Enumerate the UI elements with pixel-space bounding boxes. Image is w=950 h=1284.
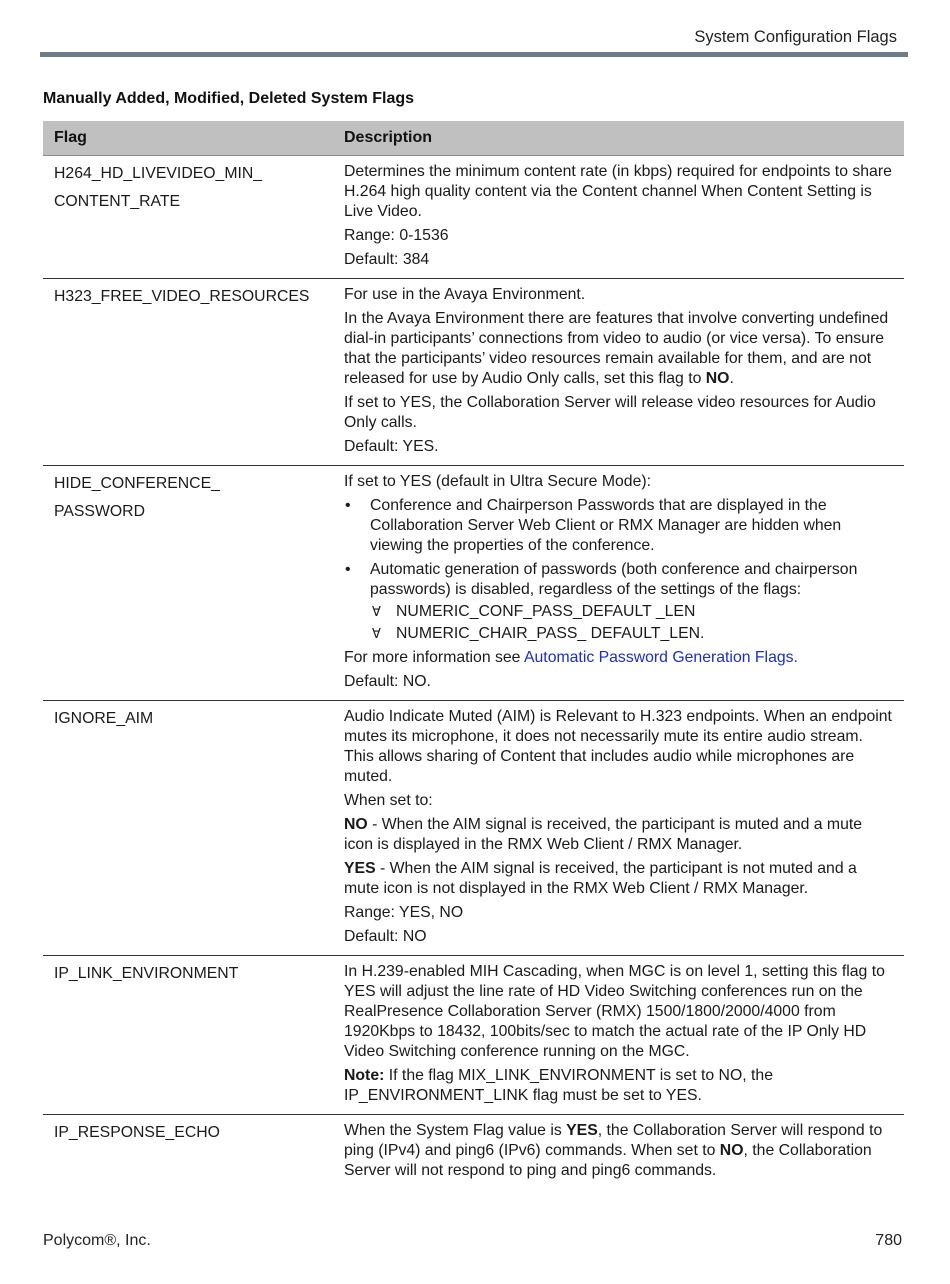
range-text: Range: YES, NO [344, 904, 464, 921]
flag-name-line: HIDE_CONFERENCE_ [54, 475, 220, 492]
sub-bullet-marker-icon: Ɐ [372, 626, 381, 641]
table-row [43, 279, 904, 466]
flag-cell [43, 701, 333, 956]
flags-table-container [43, 121, 904, 1189]
text-run: , the Collaboration Server will not respond to ping and ping6 commands. [344, 1142, 872, 1179]
flag-name-line: H323_FREE_VIDEO_RESOURCES [54, 288, 310, 305]
text-run: - When the AIM signal is received, the participant is not muted and a mute icon is not displayed in the RMX Web Client / RMX Manager. [344, 860, 857, 897]
running-header: System Configuration Flags [694, 28, 897, 46]
sub-bullet-text: NUMERIC_CHAIR_PASS_ DEFAULT_LEN. [396, 625, 705, 642]
sub-bullet-item [370, 624, 893, 644]
description-paragraph: In H.239-enabled MIH Cascading, when MGC is on level 1, setting this flag to YES will adjust the line rate of HD Video Switching conferences run on the RealPresence Collaboration Server (RMX) 1500/1800/2000/4000 from 1920Kbps to 18432, 100bits/sec to match the actual rate of the IP Only HD Video Switching conference running on the MGC. [344, 963, 885, 1060]
bullet-item: • Conference and Chairperson Passwords that are displayed in the Collaboration Server Web Client or RMX Manager are hidden when viewing the properties of the conference. [344, 496, 893, 556]
table-header-row [43, 121, 904, 156]
flag-name-line: IP_RESPONSE_ECHO [54, 1124, 220, 1141]
footer-company: Polycom®, Inc. [43, 1232, 151, 1249]
column-header-description: Description [333, 121, 904, 156]
bold-value: NO [705, 370, 730, 387]
description-paragraph [344, 1121, 893, 1181]
password-generation-link[interactable]: Automatic Password Generation Flags. [523, 649, 798, 666]
description-paragraph: Determines the minimum content rate (in kbps) required for endpoints to share H.264 high quality content via the Content channel When Content Setting is Live Video. [344, 163, 892, 220]
flag-name-line: IGNORE_AIM [54, 710, 154, 727]
table-row [43, 701, 904, 956]
description-cell [333, 1115, 904, 1190]
section-title: Manually Added, Modified, Deleted System Flags [43, 90, 415, 107]
bold-value: YES [344, 860, 376, 877]
sub-bullet-text: NUMERIC_CONF_PASS_DEFAULT _LEN [396, 603, 696, 620]
text-run: , the Collaboration Server will respond to ping (IPv4) and ping6 (IPv6) commands. When set to [344, 1122, 883, 1159]
description-intro: If set to YES (default in Ultra Secure Mode): [344, 473, 652, 490]
description-paragraph: Audio Indicate Muted (AIM) is Relevant to H.323 endpoints. When an endpoint mutes its microphone, it does not necessarily mute its entire audio stream. This allows sharing of Content that includes audio while microphones are muted. [344, 708, 892, 785]
flag-cell [43, 466, 333, 701]
flags-table [43, 121, 904, 1189]
bold-value: YES [566, 1122, 598, 1139]
text-run: . [729, 370, 734, 387]
description-cell [333, 956, 904, 1115]
sub-bullet-item [370, 602, 893, 622]
flag-cell [43, 156, 333, 279]
description-paragraph: If set to YES, the Collaboration Server will release video resources for Audio Only calls. [344, 394, 876, 431]
bullet-list [344, 496, 893, 644]
note-label: Note: [344, 1067, 385, 1084]
description-paragraph: When set to: [344, 792, 433, 809]
bold-value: NO [719, 1142, 744, 1159]
bullet-item [344, 560, 893, 644]
default-text: Default: YES. [344, 438, 439, 455]
text-run: If the flag MIX_LINK_ENVIRONMENT is set to NO, the IP_ENVIRONMENT_LINK flag must be set to YES. [344, 1067, 773, 1104]
bullet-text: Automatic generation of passwords (both conference and chairperson passwords) is disabled, regardless of the settings of the flags: [370, 561, 858, 598]
flag-name-line: PASSWORD [54, 503, 145, 520]
more-info-text [344, 648, 893, 668]
flag-name-line: IP_LINK_ENVIRONMENT [54, 965, 239, 982]
description-cell [333, 279, 904, 466]
description-cell [333, 466, 904, 701]
flag-cell [43, 279, 333, 466]
text-run: In the Avaya Environment there are features that involve converting undefined dial-in participants’ connections from video to audio (or vice versa). To ensure that the participants’ video resources remain available for them, and are not released for use by Audio Only calls, set this flag to [344, 310, 889, 387]
table-row [43, 1115, 904, 1190]
description-paragraph [344, 309, 893, 389]
description-paragraph [344, 859, 893, 899]
header-rule [40, 52, 908, 57]
description-paragraph: For use in the Avaya Environment. [344, 286, 586, 303]
table-row [43, 156, 904, 279]
default-text: Default: NO. [344, 673, 431, 690]
flag-name-line: CONTENT_RATE [54, 193, 181, 210]
default-text: Default: 384 [344, 251, 430, 268]
bold-value: NO [344, 816, 368, 833]
note-paragraph [344, 1066, 893, 1106]
description-cell [333, 156, 904, 279]
page-number: 780 [875, 1232, 902, 1249]
default-text: Default: NO [344, 928, 427, 945]
description-cell [333, 701, 904, 956]
table-row [43, 956, 904, 1115]
text-run: - When the AIM signal is received, the participant is muted and a mute icon is displayed in the RMX Web Client / RMX Manager. [344, 816, 863, 853]
range-text: Range: 0-1536 [344, 227, 449, 244]
sub-bullet-marker-icon: Ɐ [372, 604, 381, 619]
table-row [43, 466, 904, 701]
text-run: For more information see [344, 649, 524, 666]
flag-cell [43, 956, 333, 1115]
flag-name-line: H264_HD_LIVEVIDEO_MIN_ [54, 165, 263, 182]
sub-bullet-list [370, 602, 893, 644]
column-header-flag: Flag [43, 121, 333, 156]
text-run: When the System Flag value is [344, 1122, 567, 1139]
description-paragraph [344, 815, 893, 855]
flag-cell [43, 1115, 333, 1190]
